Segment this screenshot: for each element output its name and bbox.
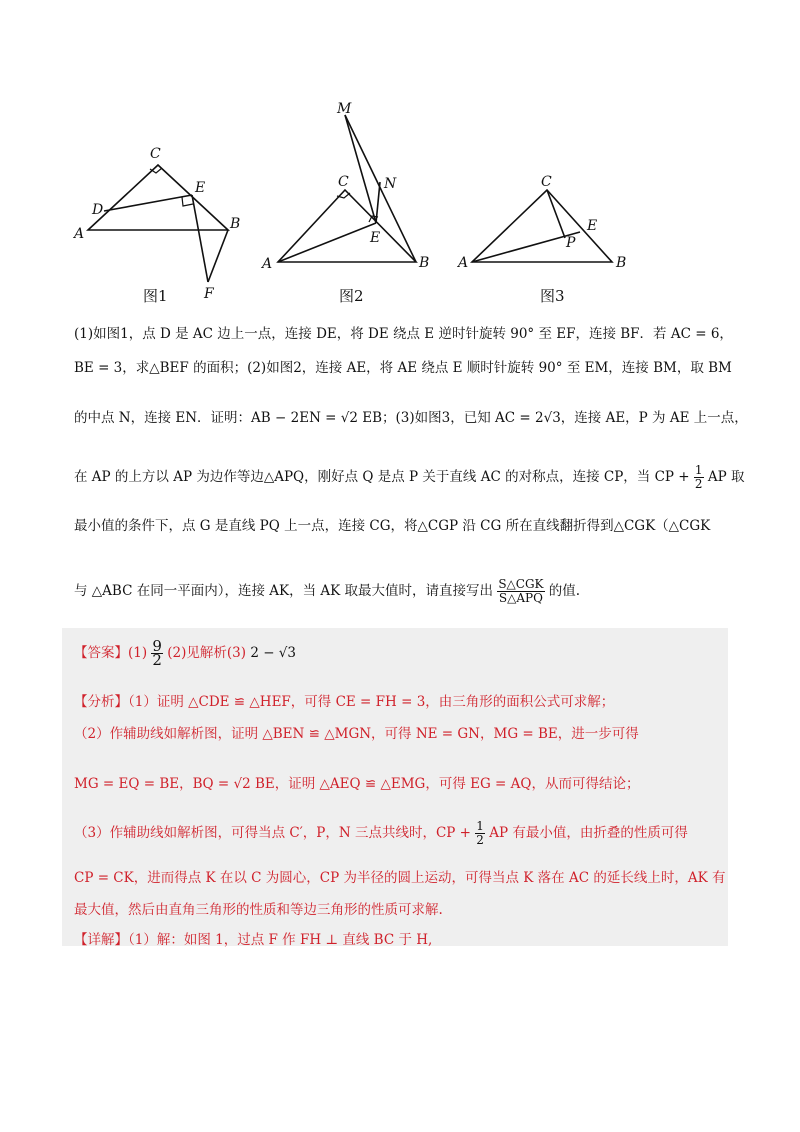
problem-line-5: 最小值的条件下，点 G 是直线 PQ 上一点，连接 CG，将△CGP 沿 CG 所在直线翻折得到△CGK（△CGK bbox=[74, 518, 711, 534]
analysis-line-3: MG = EQ = BE，BQ = √2 BE，证明 △AEQ ≌ △EMG，可得 EG = AQ，从而可得结论； bbox=[74, 776, 640, 792]
problem-line-4-fraction bbox=[694, 464, 704, 491]
fig1-label-a: A bbox=[74, 226, 85, 242]
fraction-numerator: 9 bbox=[152, 637, 162, 655]
fig3-label-p: P bbox=[566, 235, 576, 251]
fraction-numerator: S△CGK bbox=[498, 577, 544, 591]
answer-label: 【答案】(1) bbox=[74, 645, 148, 661]
analysis-line-4 bbox=[74, 820, 688, 847]
analysis-line-1: 【分析】（1）证明 △CDE ≌ △HEF，可得 CE = FH = 3，由三角形的面积公式可求解； bbox=[74, 694, 615, 710]
problem-line-1: (1)如图1，点 D 是 AC 边上一点，连接 DE，将 DE 绕点 E 逆时针旋转 90° 至 EF，连接 BF．若 AC = 6， bbox=[74, 326, 733, 342]
fig1-label-b: B bbox=[230, 216, 241, 232]
fig2-label-c: C bbox=[338, 174, 349, 190]
fig3-label-c: C bbox=[541, 174, 552, 190]
problem-line-3: 的中点 N，连接 EN．证明：AB − 2EN = √2 EB；(3)如图3，已知 AC = 2√3，连接 AE，P 为 AE 上一点， bbox=[74, 410, 748, 426]
fig1-label-c: C bbox=[150, 146, 161, 162]
fig1-label-e: E bbox=[195, 180, 206, 196]
fraction-denominator: 2 bbox=[152, 651, 162, 669]
problem-line-6 bbox=[74, 578, 580, 605]
figure-caption-2: 图2 bbox=[339, 287, 364, 305]
fraction-numerator: 1 bbox=[694, 463, 703, 477]
fig2-label-a: A bbox=[262, 256, 273, 272]
fig3-label-a: A bbox=[458, 255, 469, 271]
problem-line-6-text-a: 与 △ABC 在同一平面内），连接 AK，当 AK 取最大值时，请直接写出 bbox=[74, 583, 494, 599]
fig2-label-m: M bbox=[337, 101, 352, 117]
fraction-numerator: 1 bbox=[476, 819, 484, 833]
analysis-line-4-text-a: （3）作辅助线如解析图，可得当点 C′，P，N 三点共线时，CP + bbox=[74, 825, 471, 841]
fraction-denominator: 2 bbox=[476, 833, 484, 847]
problem-line-4-text-a: 在 AP 的上方以 AP 为边作等边△APQ，刚好点 Q 是点 P 关于直线 AC 的对称点，连接 CP，当 CP + bbox=[74, 469, 690, 485]
detail-line-1: 【详解】（1）解：如图 1，过点 F 作 FH ⊥ 直线 BC 于 H, bbox=[74, 932, 433, 948]
fig3-label-e: E bbox=[587, 218, 598, 234]
problem-line-4-text-b: AP 取 bbox=[707, 469, 745, 485]
fig1-label-f: F bbox=[204, 286, 214, 302]
problem-line-4 bbox=[74, 464, 744, 491]
answer-part-3: 2 − √3 bbox=[250, 645, 296, 661]
fraction-denominator: S△APQ bbox=[498, 591, 543, 605]
fig1-label-d: D bbox=[92, 202, 104, 218]
fig2-label-e: E bbox=[370, 230, 381, 246]
analysis-line-4-text-b: AP 有最小值，由折叠的性质可得 bbox=[489, 825, 688, 841]
fig2-label-n: N bbox=[384, 176, 397, 192]
figure-caption-3: 图3 bbox=[540, 287, 565, 305]
analysis-line-2: （2）作辅助线如解析图，证明 △BEN ≌ △MGN，可得 NE = GN，MG = BE，进一步可得 bbox=[74, 726, 639, 742]
geometry-figures bbox=[0, 90, 800, 310]
answer-fraction bbox=[151, 637, 163, 669]
figure-caption-1: 图1 bbox=[143, 287, 168, 305]
analysis-line-6: 最大值，然后由直角三角形的性质和等边三角形的性质可求解. bbox=[74, 902, 443, 918]
problem-line-2: BE = 3，求△BEF 的面积；(2)如图2，连接 AE，将 AE 绕点 E 顺时针旋转 90° 至 EM，连接 BM，取 BM bbox=[74, 360, 732, 376]
fig2-label-b: B bbox=[419, 255, 430, 271]
answer-part-2: (2)见解析(3) bbox=[167, 645, 247, 661]
answer-line-1 bbox=[74, 637, 296, 669]
fraction-denominator: 2 bbox=[694, 477, 703, 491]
problem-line-6-fraction bbox=[497, 578, 544, 605]
analysis-line-4-fraction bbox=[475, 820, 485, 847]
analysis-line-5: CP = CK，进而得点 K 在以 C 为圆心，CP 为半径的圆上运动，可得当点 K 落在 AC 的延长线上时，AK 有 bbox=[74, 870, 726, 886]
problem-line-6-text-b: 的值. bbox=[548, 583, 581, 599]
fig3-label-b: B bbox=[616, 255, 627, 271]
